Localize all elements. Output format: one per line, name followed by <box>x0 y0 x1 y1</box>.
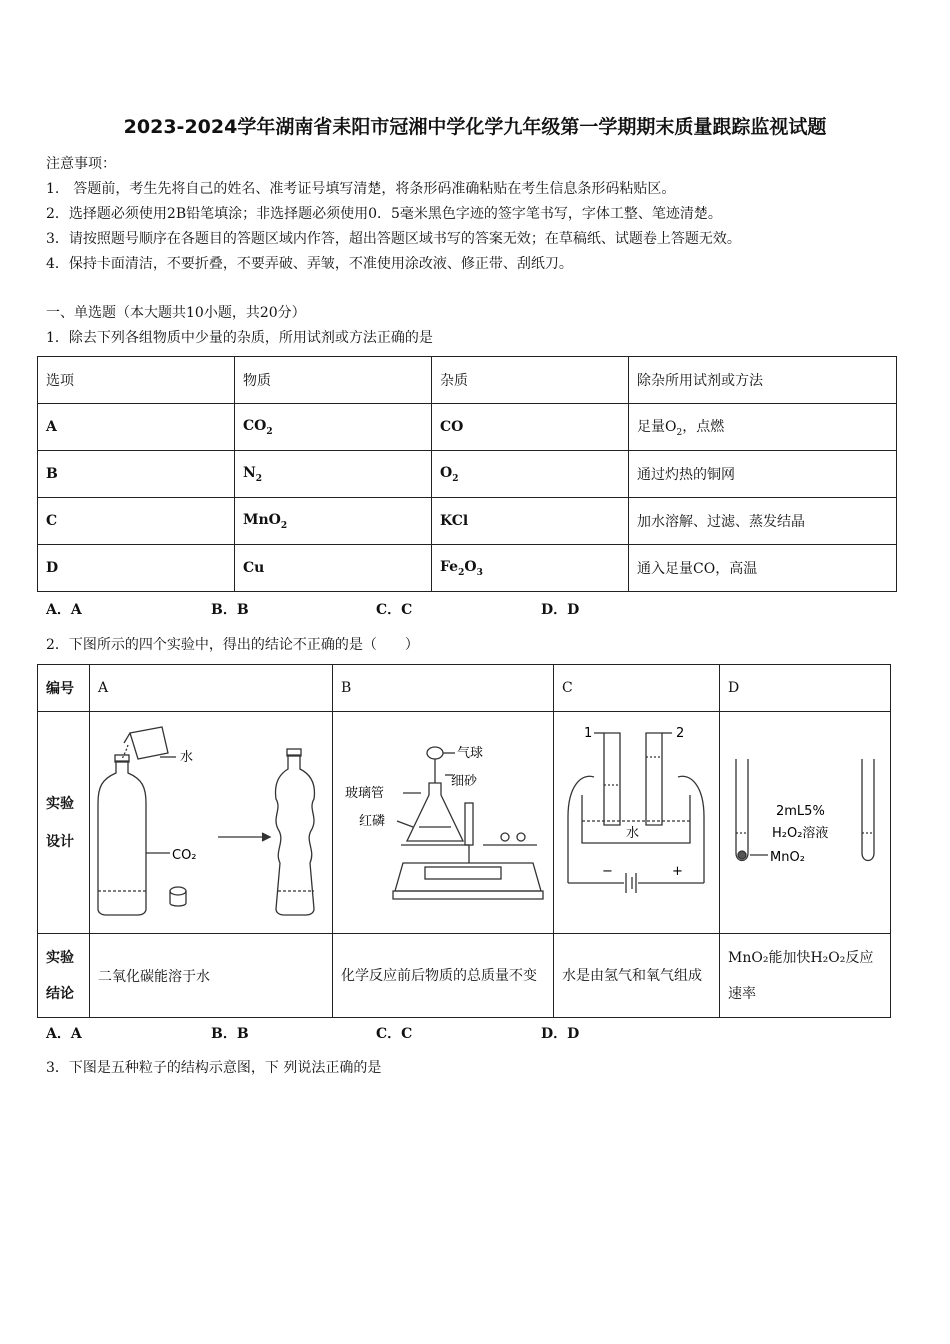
option-c[interactable]: C．C <box>376 1026 413 1042</box>
header-number: 编号 <box>38 665 90 712</box>
diagram-a-cell <box>90 712 333 934</box>
option-a[interactable]: A．A <box>46 1026 82 1042</box>
header-col-b: B <box>333 665 554 712</box>
row-method: 足量$O_2$，点燃 <box>629 404 897 451</box>
option-d[interactable]: D．D <box>541 1026 580 1042</box>
option-c[interactable]: C．C <box>376 602 413 618</box>
test-tube-right-icon <box>862 759 874 861</box>
diagram-b-cell <box>333 712 554 934</box>
tube-1-icon <box>604 733 620 825</box>
notice-item-1: 1. 答题前，考生先将自己的姓名、准考证号填写清楚，将条形码准确粘贴在考生信息条形码粘贴区。 <box>46 181 676 197</box>
conclusion-row <box>38 934 891 1018</box>
row-impurity: $Fe_2O_3$ <box>432 545 629 592</box>
header-impurity: 杂质 <box>432 357 629 404</box>
row-impurity: $O_2$ <box>432 451 629 498</box>
balance-diagram <box>333 713 553 933</box>
conclusion-b: 化学反应前后物质的总质量不变 <box>333 934 554 1018</box>
row-option: C <box>38 498 235 545</box>
table-row <box>38 498 897 545</box>
header-col-d: D <box>720 665 891 712</box>
notice-item-4: 4．保持卡面清洁，不要折叠，不要弄破、弄皱，不准使用涂改液、修正带、刮纸刀。 <box>46 256 573 272</box>
row-method: 通入足量CO，高温 <box>629 545 897 592</box>
table-row <box>38 451 897 498</box>
header-option: 选项 <box>38 357 235 404</box>
conclusion-d: MnO₂能加快H₂O₂反应速率 <box>720 934 891 1018</box>
label-co2: CO₂ <box>172 847 197 863</box>
label-water-c: 水 <box>626 825 640 841</box>
conclusion-a: 二氧化碳能溶于水 <box>90 934 333 1018</box>
q1-stem: 1．除去下列各组物质中少量的杂质，所用试剂或方法正确的是 <box>46 330 433 346</box>
test-tubes-diagram <box>720 713 890 933</box>
label-tube-2: 2 <box>676 725 685 741</box>
row-impurity: CO <box>432 404 629 451</box>
label-sand: 细砂 <box>451 773 478 789</box>
q1-table <box>37 356 897 592</box>
label-balloon: 气球 <box>457 745 484 761</box>
bottle-co2-diagram <box>90 713 332 933</box>
tube-2-icon <box>646 733 662 825</box>
notice-heading: 注意事项： <box>46 156 116 172</box>
label-red-phosphorus: 红磷 <box>359 813 386 829</box>
label-h2o2: H₂O₂溶液 <box>772 825 829 841</box>
notice-item-2: 2．选择题必须使用2B铅笔填涂；非选择题必须使用0．5毫米黑色字迹的签字笔书写，字体工整、笔迹清楚。 <box>46 206 722 222</box>
test-tube-left-icon <box>736 759 748 861</box>
electrolysis-diagram <box>554 713 719 933</box>
q2-stem: 2．下图所示的四个实验中，得出的结论不正确的是（ ） <box>46 637 419 653</box>
diagram-d-cell <box>720 712 891 934</box>
row-option: D <box>38 545 235 592</box>
q2-table <box>37 664 891 1018</box>
table-row <box>38 545 897 592</box>
table-header-row <box>38 665 891 712</box>
label-h2o2-amount: 2mL5% <box>776 803 825 819</box>
row-option: A <box>38 404 235 451</box>
option-b[interactable]: B．B <box>211 1026 249 1042</box>
header-method: 除杂所用试剂或方法 <box>629 357 897 404</box>
bottle-left-icon <box>98 761 146 915</box>
q2-options <box>46 1023 706 1043</box>
row-method: 通过灼热的铜网 <box>629 451 897 498</box>
label-tube-1: 1 <box>584 725 593 741</box>
beaker-icon <box>130 727 168 759</box>
diagram-c-cell <box>554 712 720 934</box>
flask-icon <box>407 783 463 841</box>
label-water: 水 <box>180 749 194 765</box>
header-col-a: A <box>90 665 333 712</box>
row-method: 加水溶解、过滤、蒸发结晶 <box>629 498 897 545</box>
arrow-icon <box>262 833 270 841</box>
label-mno2: MnO₂ <box>770 849 805 865</box>
header-col-c: C <box>554 665 720 712</box>
row-substance: MnO$_2$ <box>235 498 432 545</box>
cap-icon <box>170 887 186 895</box>
option-b[interactable]: B．B <box>211 602 249 618</box>
header-substance: 物质 <box>235 357 432 404</box>
conclusion-c: 水是由氢气和氧气组成 <box>554 934 720 1018</box>
notice-item-3: 3．请按照题号顺序在各题目的答题区域内作答，超出答题区域书写的答案无效；在草稿纸、试题卷上答题无效。 <box>46 231 741 247</box>
label-glass-tube: 玻璃管 <box>345 785 385 801</box>
option-a[interactable]: A．A <box>46 602 82 618</box>
row-substance: $CO_2$ <box>235 404 432 451</box>
q1-options <box>46 599 706 619</box>
label-minus: − <box>602 863 613 879</box>
row-label-conclusion: 实验 结论 <box>38 934 90 1018</box>
page-title: 2023-2024学年湖南省耒阳市冠湘中学化学九年级第一学期期末质量跟踪监视试题 <box>123 116 827 138</box>
section-heading: 一、单选题（本大题共10小题，共20分） <box>46 305 306 321</box>
q3-stem: 3．下图是五种粒子的结构示意图，下 列说法正确的是 <box>46 1060 382 1076</box>
balloon-icon <box>427 747 443 759</box>
row-option: B <box>38 451 235 498</box>
row-substance: $N_2$ <box>235 451 432 498</box>
table-row <box>38 404 897 451</box>
label-plus: + <box>672 863 683 879</box>
row-impurity: KCl <box>432 498 629 545</box>
design-row <box>38 712 891 934</box>
option-d[interactable]: D．D <box>541 602 580 618</box>
table-header-row <box>38 357 897 404</box>
row-substance: Cu <box>235 545 432 592</box>
row-label-design: 实验 设计 <box>38 712 90 934</box>
